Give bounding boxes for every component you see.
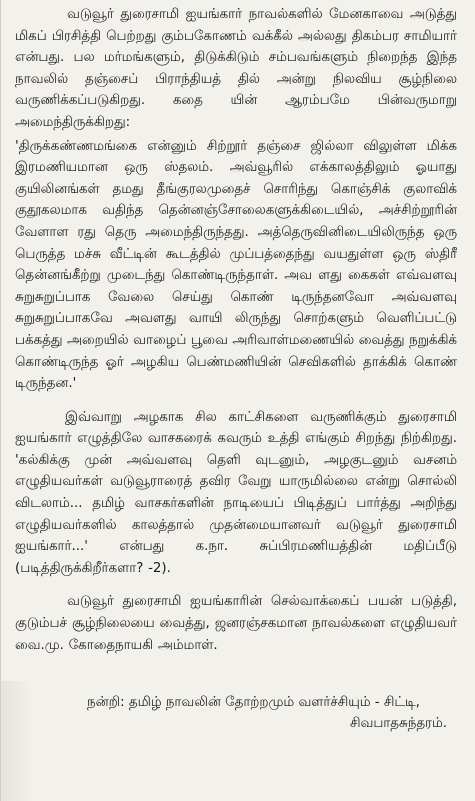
credit-line-2: சிவபாதசுந்தரம்.	[350, 716, 447, 732]
paragraph-closing: வடுவூர் துரைசாமி ஐயங்காரின் செல்வாக்கைப் பயன் படுத்தி, குடும்பச் சூழ்நிலையை வைத்து, ஜனரஞ்சகமான நாவல்களை எழுதியவர் வை.மு. கோதைநாயகி அம்மாள்.	[15, 594, 457, 653]
paragraph-intro: வடுவூர் துரைசாமி ஐயங்கார் நாவல்களில் மேனகாவை அடுத்து மிகப் பிரசித்தி பெற்றது கும்பகோணம் வக்கீல் அல்லது திகம்பர சாமியார் என்பது. பல மர்மங்களும், திடுக்கிடும் சம்பவங்களும் நிறைந்த இந்த நாவலில் தஞ்சைப் பிராந்தியத் தில் அன்று நிலவிய சூழ்நிலை வருணிக்கப்படுகிறது. கதை யின் ஆரம்பமே பின்வருமாறு அமைந்திருக்கிறது:	[15, 7, 457, 130]
quoted-passage: 'திருக்கண்ணமங்கை என்னும் சிற்றூர் தஞ்சை ஜில்லா விலுள்ள மிக்க இரமணியமான ஒரு ஸ்தலம். அவ்வூரில் எக்காலத்திலும் ஓயாது குயிலினங்கள் தமது தீங்குரலமுதைச் சொரிந்து கொஞ்சிக் குலாவிக் குதூகலமாக வதிந்த தென்னஞ்சோலைகளுக்கிடையில், அச்சிற்றூரின் வேளாள ரது தெரு அமைந்திருந்தது. அத்தெருவினிடையிலிருந்த ஒரு பெருத்த மச்சு வீட்டின் கூடத்தில் முப்பத்தைந்து வயதுள்ள ஒரு ஸ்திரீ தென்னங்கீற்று முடைந்து கொண்டிருந்தாள். அவ ளது கைகள் எவ்வளவு சுறுசுறுப்பாக வேலை செய்து கொண் டிருந்தனவோ அவ்வளவு சுறுசுறுப்பாகவே அவளது வாயி லிருந்து சொற்களும் வெளிப்பட்டு பக்கத்து அறையில் வாழைப் பூவை அரிவாள்மணையில் வைத்து நறுக்கிக் கொண்டிருந்த ஓர் அழகிய பெண்மணியின் செவிகளில் தாக்கிக் கொண் டிருந்தன.'	[15, 138, 457, 392]
credit-line-1: நன்றி: தமிழ் நாவலின் தோற்றமும் வளர்ச்சியும் - சிட்டி,	[87, 694, 420, 710]
source-credit	[15, 670, 457, 756]
page-fold-shadow	[1, 681, 41, 801]
paragraph-commentary: இவ்வாறு அழகாக சில காட்சிகளை வருணிக்கும் துரைசாமி ஐயங்கார் எழுத்திலே வாசகரைக் கவரும் உத்தி எங்கும் சிறந்து நிற்கிறது. 'கல்கிக்கு முன் அவ்வளவு தெளி வுடனும், அழகுடனும் வசனம் எழுதியவர்கள் வடுவூராரைத் தவிர வேறு யாருமில்லை என்று சொல்லி விடலாம்... தமிழ் வாசகர்களின் நாடியைப் பிடித்துப் பார்த்து அறிந்து எழுதியவர்களில் காலத்தால் முதன்மையானவர் வடுவூர் துரைசாமி ஐயங்கார்...' என்பது க.நா. சுப்பிரமணியத்தின் மதிப்பீடு (படித்திருக்கிறீர்களா? -2).	[15, 409, 457, 576]
